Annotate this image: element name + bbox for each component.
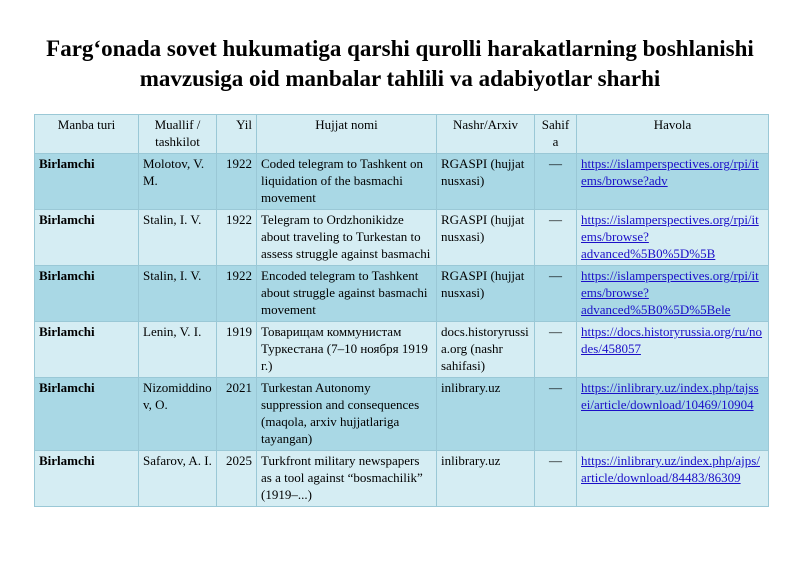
cell-page: — [535, 154, 577, 210]
cell-type: Birlamchi [35, 210, 139, 266]
header-cell-publisher: Nashr/Arxiv [437, 115, 535, 154]
cell-page: — [535, 378, 577, 451]
cell-year: 1922 [217, 154, 257, 210]
cell-document: Turkestan Autonomy suppression and consequences (maqola, arxiv hujjatlariga tayangan) [257, 378, 437, 451]
table-row [35, 154, 769, 210]
cell-page: — [535, 266, 577, 322]
table-row [35, 451, 769, 507]
page-title [30, 34, 770, 94]
cell-link [577, 322, 769, 378]
cell-document: Encoded telegram to Tashkent about struggle against basmachi movement [257, 266, 437, 322]
cell-year: 1922 [217, 210, 257, 266]
cell-publisher: docs.historyrussia.org (nashr sahifasi) [437, 322, 535, 378]
table-header-row [35, 115, 769, 154]
cell-link [577, 210, 769, 266]
cell-page: — [535, 451, 577, 507]
cell-document: Товарищам коммунистам Туркестана (7–10 ноября 1919 г.) [257, 322, 437, 378]
header-cell-link: Havola [577, 115, 769, 154]
cell-type: Birlamchi [35, 451, 139, 507]
cell-type: Birlamchi [35, 154, 139, 210]
cell-document: Turkfront military newspapers as a tool against “bosmachilik” (1919–...) [257, 451, 437, 507]
header-cell-author: Muallif / tashkilot [139, 115, 217, 154]
cell-author: Stalin, I. V. [139, 210, 217, 266]
cell-author: Nizomiddinov, O. [139, 378, 217, 451]
table-row [35, 266, 769, 322]
cell-type: Birlamchi [35, 378, 139, 451]
cell-link [577, 266, 769, 322]
cell-link [577, 154, 769, 210]
table-row [35, 210, 769, 266]
source-link[interactable]: https://islamperspectives.org/rpi/items/browse?adv [581, 156, 759, 188]
cell-publisher: inlibrary.uz [437, 451, 535, 507]
source-link[interactable]: https://inlibrary.uz/index.php/ajps/article/download/84483/86309 [581, 453, 760, 485]
cell-type: Birlamchi [35, 322, 139, 378]
source-link[interactable]: https://docs.historyrussia.org/ru/nodes/458057 [581, 324, 763, 356]
cell-link [577, 378, 769, 451]
cell-author: Safarov, A. I. [139, 451, 217, 507]
header-cell-year: Yil [217, 115, 257, 154]
header-cell-type: Manba turi [35, 115, 139, 154]
source-link[interactable]: https://islamperspectives.org/rpi/items/browse?advanced%5B0%5D%5Bele [581, 268, 759, 317]
cell-publisher: RGASPI (hujjat nusxasi) [437, 154, 535, 210]
cell-publisher: RGASPI (hujjat nusxasi) [437, 210, 535, 266]
cell-author: Lenin, V. I. [139, 322, 217, 378]
cell-year: 1922 [217, 266, 257, 322]
header-cell-document: Hujjat nomi [257, 115, 437, 154]
sources-table [34, 114, 769, 507]
cell-year: 2021 [217, 378, 257, 451]
cell-document: Coded telegram to Tashkent on liquidation of the basmachi movement [257, 154, 437, 210]
table-row [35, 322, 769, 378]
table-row [35, 378, 769, 451]
cell-publisher: inlibrary.uz [437, 378, 535, 451]
cell-year: 1919 [217, 322, 257, 378]
cell-document: Telegram to Ordzhonikidze about traveling to Turkestan to assess struggle against basmachi [257, 210, 437, 266]
cell-type: Birlamchi [35, 266, 139, 322]
cell-page: — [535, 322, 577, 378]
title-line-2: mavzusiga oid manbalar tahlili va adabiyotlar sharhi [139, 66, 661, 91]
cell-link [577, 451, 769, 507]
source-link[interactable]: https://inlibrary.uz/index.php/tajssei/article/download/10469/10904 [581, 380, 759, 412]
cell-author: Molotov, V. M. [139, 154, 217, 210]
title-line-1: Farg‘onada sovet hukumatiga qarshi qurolli harakatlarning boshlanishi [46, 36, 754, 61]
cell-year: 2025 [217, 451, 257, 507]
cell-author: Stalin, I. V. [139, 266, 217, 322]
cell-publisher: RGASPI (hujjat nusxasi) [437, 266, 535, 322]
header-cell-page: Sahifa [535, 115, 577, 154]
source-link[interactable]: https://islamperspectives.org/rpi/items/browse?advanced%5B0%5D%5B [581, 212, 759, 261]
cell-page: — [535, 210, 577, 266]
